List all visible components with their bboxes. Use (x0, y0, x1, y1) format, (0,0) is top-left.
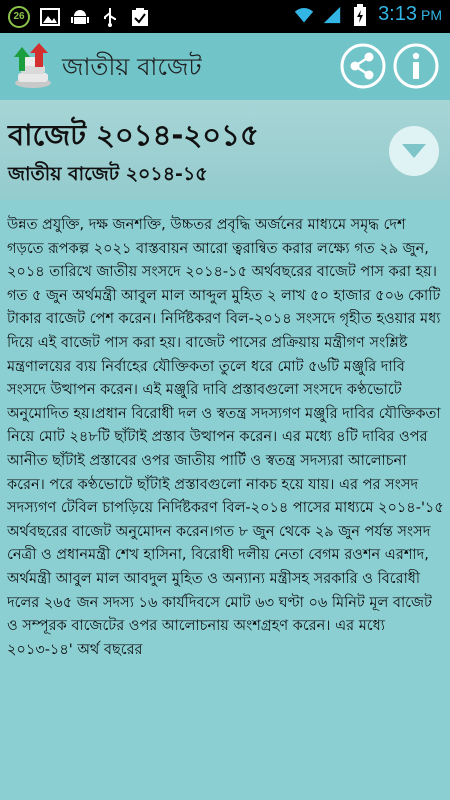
content-scroll-area[interactable] (7, 214, 445, 800)
system-icons (294, 3, 442, 26)
page-title: বাজেট ২০১৪-২০১৫ (8, 118, 259, 152)
clock-ampm: PM (421, 7, 442, 23)
info-button[interactable] (393, 43, 439, 89)
budget-logo-icon[interactable] (10, 43, 56, 89)
notification-icons (8, 6, 150, 28)
clock (378, 3, 442, 26)
status-bar (0, 0, 450, 33)
usb-icon (100, 7, 120, 27)
clipboard-check-icon (130, 7, 150, 27)
app-bar (0, 33, 450, 100)
android-icon (70, 7, 90, 27)
image-icon (40, 7, 60, 27)
article-body: উন্নত প্রযুক্তি, দক্ষ জনশক্তি, উচ্চতর প্রবৃদ্ধি অর্জনের মাধ্যমে সমৃদ্ধ দেশ গড়তে রূপকল্প ২০২১ বাস্তবায়ন আরো ত্বরান্বিত করার লক্ষ্যে গত ২৯ জুন, ২০১৪ তারিখে জাতীয় সংসদে ২০১৪-১৫ অর্থবছরের বাজেট পাস করা হয়।গত ৫ জুন অর্থমন্ত্রী আবুল মাল আব্দুল মুহিত ২ লাখ ৫০ হাজার ৫০৬ কোটি টাকার বাজেট পেশ করেন। নির্দিষ্টকরণ বিল-২০১৪ সংসদে গৃহীত হওয়ার মধ্য দিয়ে এই বাজেট পাস করা হয়। বাজেট পাসের প্রক্রিয়ায় মন্ত্রীগণ সংশ্লিষ্ট মন্ত্রণালয়ের ব্যয় নির্বাহের যৌক্তিকতা তুলে ধরে মোট ৫৬টি মঞ্জুরি দাবি সংসদে উত্থাপন করেন। এই মঞ্জুরি দাবি প্রস্তাবগুলো সংসদে কণ্ঠভোটে অনুমোদিত হয়।প্রধান বিরোধী দল ও স্বতন্ত্র সদস্যগণ মঞ্জুরি দাবির যৌক্তিকতা নিয়ে মোট ২৪৮টি ছাঁটাই প্রস্তাব উত্থাপন করেন। এর মধ্যে ৪টি দাবির ওপর আনীত ছাঁটাই প্রস্তাবের ওপর জাতীয় পার্টি ও স্বতন্ত্র সদস্যরা আলোচনা করেন। পরে কণ্ঠভোটে ছাঁটাই প্রস্তাবগুলো নাকচ হয়ে যায়। এর পর সংসদ সদস্যগণ টেবিল চাপড়িয়ে নির্দিষ্টকরণ বিল-২০১৪ পাসের মাধ্যমে ২০১৪-'১৫ অর্থবছরের বাজেট অনুমোদন করেন।গত ৮ জুন থেকে ২৯ জুন পর্যন্ত সংসদ নেত্রী ও প্রধানমন্ত্রী শেখ হাসিনা, বিরোধী দলীয় নেতা বেগম রওশন এরশাদ, অর্থমন্ত্রী আবুল মাল আবদুল মুহিত ও অন্যান্য মন্ত্রীসহ সরকারি ও বিরোধী দলের ২৬৫ জন সদস্য ১৬ কার্যদিবসে মোট ৬৩ ঘণ্টা ০৬ মিনিট মূল বাজেট ও সম্পূরক বাজেটের ওপর আলোচনায় অংশগ্রহণ করেন। এর মধ্যে ২০১৩-১৪' অর্থ বছরের (7, 217, 444, 658)
wifi-icon (294, 5, 314, 25)
app-title: জাতীয় বাজেট (62, 53, 202, 81)
dropdown-toggle-button[interactable] (389, 126, 439, 176)
info-icon (393, 43, 439, 89)
clock-time: 3:13 (378, 3, 417, 25)
chevron-down-icon (400, 142, 428, 160)
page-subtitle: জাতীয় বাজেট ২০১৪-১৫ (8, 163, 208, 185)
signal-icon (322, 5, 342, 25)
share-icon (340, 43, 386, 89)
share-button[interactable] (340, 43, 386, 89)
battery-icon (350, 5, 370, 25)
badge-26-icon: 26 (8, 6, 30, 28)
